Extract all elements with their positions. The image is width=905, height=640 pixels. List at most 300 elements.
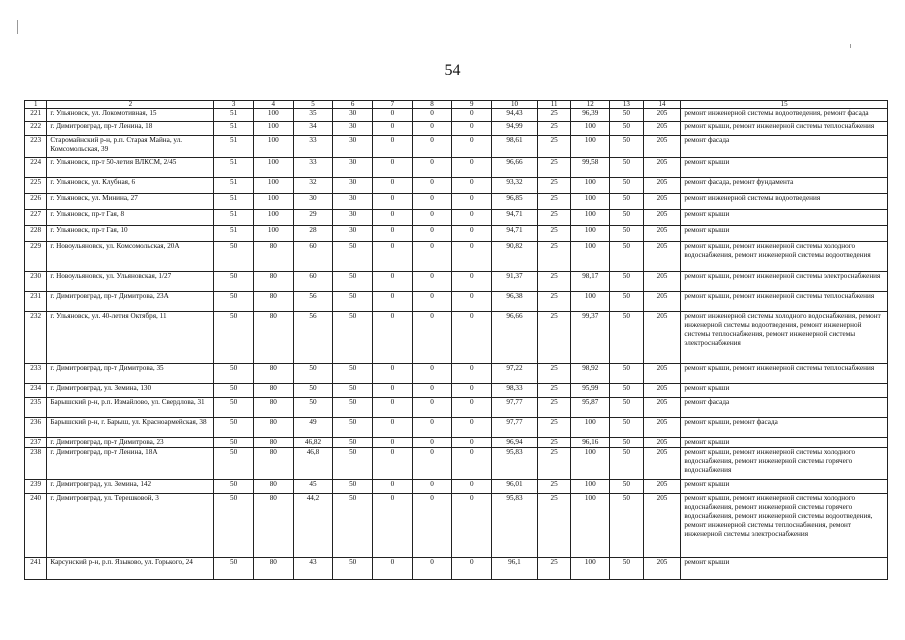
work-type-cell: ремонт крыши, ремонт инженерной системы холодного водоснабжения, ремонт инженерной системы горячего водоснабжения — [681, 448, 888, 480]
value-cell-3: 50 — [214, 398, 254, 418]
value-cell-4: 80 — [253, 384, 293, 398]
value-cell-3: 50 — [214, 384, 254, 398]
value-cell-10: 96,66 — [492, 312, 538, 364]
address-cell: г. Ульяновск, пр-т 50-летия ВЛКСМ, 2/45 — [47, 158, 214, 178]
value-cell-3: 51 — [214, 194, 254, 210]
value-cell-5: 28 — [293, 226, 333, 242]
address-cell: г. Димитровград, ул. Терешковой, 3 — [47, 494, 214, 558]
value-cell-7: 0 — [373, 418, 413, 438]
table-row — [25, 226, 888, 242]
work-type-cell: ремонт крыши — [681, 210, 888, 226]
page-number: 54 — [444, 62, 461, 79]
value-cell-7: 0 — [373, 158, 413, 178]
value-cell-13: 50 — [610, 558, 644, 580]
value-cell-5: 60 — [293, 272, 333, 292]
table-row — [25, 448, 888, 480]
value-cell-4: 80 — [253, 480, 293, 494]
value-cell-8: 0 — [412, 364, 452, 384]
value-cell-6: 50 — [333, 398, 373, 418]
value-cell-11: 25 — [537, 178, 571, 194]
value-cell-11: 25 — [537, 384, 571, 398]
value-cell-7: 0 — [373, 558, 413, 580]
row-number-cell: 226 — [25, 194, 47, 210]
value-cell-12: 95,99 — [571, 384, 610, 398]
address-cell: г. Димитровград, ул. Земина, 142 — [47, 480, 214, 494]
work-type-cell: ремонт крыши, ремонт инженерной системы теплоснабжения — [681, 292, 888, 312]
work-type-cell: ремонт крыши, ремонт инженерной системы холодного водоснабжения, ремонт инженерной системы горячего водоснабжения, ремонт инженерной системы водоотведения, ремонт инженерной системы теплоснабжения, ремонт инженерной системы электроснабжения — [681, 494, 888, 558]
value-cell-14: 205 — [643, 292, 681, 312]
column-number-13: 13 — [610, 101, 644, 109]
value-cell-13: 50 — [610, 364, 644, 384]
value-cell-7: 0 — [373, 398, 413, 418]
value-cell-12: 100 — [571, 558, 610, 580]
value-cell-13: 50 — [610, 158, 644, 178]
address-cell: г. Новоульяновск, ул. Ульяновская, 1/27 — [47, 272, 214, 292]
scan-mark-right — [850, 44, 851, 48]
row-number-cell: 227 — [25, 210, 47, 226]
value-cell-4: 100 — [253, 136, 293, 158]
value-cell-9: 0 — [452, 480, 492, 494]
data-table-wrapper — [24, 100, 888, 580]
value-cell-4: 80 — [253, 312, 293, 364]
value-cell-3: 51 — [214, 122, 254, 136]
value-cell-8: 0 — [412, 558, 452, 580]
column-number-8: 8 — [412, 101, 452, 109]
value-cell-6: 30 — [333, 122, 373, 136]
address-cell: г. Димитровград, пр-т Ленина, 18А — [47, 448, 214, 480]
address-cell: г. Ульяновск, пр-т Гая, 10 — [47, 226, 214, 242]
table-body — [25, 109, 888, 580]
value-cell-10: 96,1 — [492, 558, 538, 580]
value-cell-5: 29 — [293, 210, 333, 226]
value-cell-3: 50 — [214, 418, 254, 438]
value-cell-14: 205 — [643, 242, 681, 272]
value-cell-11: 25 — [537, 494, 571, 558]
table-row — [25, 194, 888, 210]
value-cell-12: 100 — [571, 448, 610, 480]
data-table — [24, 100, 888, 580]
value-cell-14: 205 — [643, 494, 681, 558]
value-cell-8: 0 — [412, 122, 452, 136]
value-cell-12: 100 — [571, 122, 610, 136]
column-number-14: 14 — [643, 101, 681, 109]
value-cell-14: 205 — [643, 438, 681, 448]
table-row — [25, 384, 888, 398]
row-number-cell: 234 — [25, 384, 47, 398]
value-cell-11: 25 — [537, 122, 571, 136]
value-cell-12: 99,58 — [571, 158, 610, 178]
value-cell-3: 50 — [214, 242, 254, 272]
table-row — [25, 480, 888, 494]
value-cell-4: 80 — [253, 494, 293, 558]
value-cell-9: 0 — [452, 136, 492, 158]
value-cell-13: 50 — [610, 210, 644, 226]
value-cell-4: 80 — [253, 418, 293, 438]
value-cell-6: 50 — [333, 438, 373, 448]
value-cell-6: 50 — [333, 418, 373, 438]
value-cell-7: 0 — [373, 242, 413, 272]
value-cell-10: 93,32 — [492, 178, 538, 194]
value-cell-9: 0 — [452, 272, 492, 292]
value-cell-12: 100 — [571, 178, 610, 194]
work-type-cell: ремонт крыши — [681, 480, 888, 494]
work-type-cell: ремонт крыши, ремонт инженерной системы теплоснабжения — [681, 122, 888, 136]
work-type-cell: ремонт инженерной системы водоотведения — [681, 194, 888, 210]
value-cell-6: 30 — [333, 210, 373, 226]
value-cell-6: 50 — [333, 384, 373, 398]
table-row — [25, 210, 888, 226]
value-cell-7: 0 — [373, 272, 413, 292]
value-cell-14: 205 — [643, 398, 681, 418]
value-cell-3: 50 — [214, 292, 254, 312]
value-cell-3: 51 — [214, 178, 254, 194]
value-cell-8: 0 — [412, 158, 452, 178]
value-cell-4: 80 — [253, 364, 293, 384]
value-cell-5: 50 — [293, 384, 333, 398]
value-cell-8: 0 — [412, 418, 452, 438]
value-cell-11: 25 — [537, 194, 571, 210]
value-cell-13: 50 — [610, 136, 644, 158]
value-cell-11: 25 — [537, 312, 571, 364]
address-cell: г. Ульяновск, ул. Минина, 27 — [47, 194, 214, 210]
value-cell-3: 51 — [214, 158, 254, 178]
address-cell: Карсунский р-н, р.п. Языково, ул. Горького, 24 — [47, 558, 214, 580]
value-cell-11: 25 — [537, 272, 571, 292]
value-cell-6: 50 — [333, 292, 373, 312]
value-cell-10: 97,22 — [492, 364, 538, 384]
value-cell-14: 205 — [643, 122, 681, 136]
value-cell-14: 205 — [643, 178, 681, 194]
value-cell-6: 30 — [333, 178, 373, 194]
value-cell-6: 50 — [333, 242, 373, 272]
column-number-3: 3 — [214, 101, 254, 109]
value-cell-9: 0 — [452, 418, 492, 438]
value-cell-14: 205 — [643, 418, 681, 438]
value-cell-12: 100 — [571, 418, 610, 438]
table-row — [25, 242, 888, 272]
row-number-cell: 231 — [25, 292, 47, 312]
value-cell-4: 100 — [253, 194, 293, 210]
table-row — [25, 272, 888, 292]
address-cell: г. Димитровград, пр-т Ленина, 18 — [47, 122, 214, 136]
value-cell-9: 0 — [452, 226, 492, 242]
column-number-row — [25, 101, 888, 109]
table-row — [25, 364, 888, 384]
value-cell-13: 50 — [610, 272, 644, 292]
value-cell-3: 51 — [214, 210, 254, 226]
value-cell-4: 100 — [253, 210, 293, 226]
value-cell-11: 25 — [537, 292, 571, 312]
address-cell: г. Ульяновск, ул. Клубная, 6 — [47, 178, 214, 194]
value-cell-9: 0 — [452, 312, 492, 364]
address-cell: г. Ульяновск, пр-т Гая, 8 — [47, 210, 214, 226]
value-cell-5: 44,2 — [293, 494, 333, 558]
value-cell-7: 0 — [373, 178, 413, 194]
row-number-cell: 222 — [25, 122, 47, 136]
value-cell-12: 95,87 — [571, 398, 610, 418]
value-cell-7: 0 — [373, 136, 413, 158]
value-cell-10: 96,94 — [492, 438, 538, 448]
value-cell-5: 30 — [293, 194, 333, 210]
value-cell-14: 205 — [643, 194, 681, 210]
row-number-cell: 236 — [25, 418, 47, 438]
row-number-cell: 229 — [25, 242, 47, 272]
value-cell-5: 46,8 — [293, 448, 333, 480]
value-cell-13: 50 — [610, 448, 644, 480]
value-cell-7: 0 — [373, 292, 413, 312]
value-cell-4: 100 — [253, 226, 293, 242]
value-cell-14: 205 — [643, 312, 681, 364]
value-cell-9: 0 — [452, 384, 492, 398]
value-cell-13: 50 — [610, 438, 644, 448]
address-cell: г. Ульяновск, ул. 40-летия Октября, 11 — [47, 312, 214, 364]
value-cell-12: 100 — [571, 480, 610, 494]
value-cell-8: 0 — [412, 438, 452, 448]
value-cell-13: 50 — [610, 480, 644, 494]
value-cell-8: 0 — [412, 494, 452, 558]
value-cell-4: 80 — [253, 292, 293, 312]
value-cell-7: 0 — [373, 210, 413, 226]
value-cell-12: 96,39 — [571, 109, 610, 122]
value-cell-5: 33 — [293, 136, 333, 158]
column-number-11: 11 — [537, 101, 571, 109]
value-cell-11: 25 — [537, 158, 571, 178]
value-cell-12: 96,16 — [571, 438, 610, 448]
value-cell-6: 50 — [333, 494, 373, 558]
value-cell-7: 0 — [373, 109, 413, 122]
row-number-cell: 235 — [25, 398, 47, 418]
value-cell-9: 0 — [452, 194, 492, 210]
column-number-15: 15 — [681, 101, 888, 109]
value-cell-14: 205 — [643, 109, 681, 122]
value-cell-5: 50 — [293, 398, 333, 418]
table-row — [25, 438, 888, 448]
value-cell-7: 0 — [373, 384, 413, 398]
value-cell-13: 50 — [610, 226, 644, 242]
value-cell-11: 25 — [537, 418, 571, 438]
value-cell-7: 0 — [373, 194, 413, 210]
value-cell-11: 25 — [537, 242, 571, 272]
value-cell-11: 25 — [537, 558, 571, 580]
row-number-cell: 232 — [25, 312, 47, 364]
value-cell-13: 50 — [610, 398, 644, 418]
work-type-cell: ремонт фасада — [681, 136, 888, 158]
work-type-cell: ремонт инженерной системы холодного водоснабжения, ремонт инженерной системы водоотведения, ремонт инженерной системы теплоснабжения, ремонт инженерной системы электроснабжения — [681, 312, 888, 364]
table-row — [25, 122, 888, 136]
value-cell-14: 205 — [643, 272, 681, 292]
value-cell-9: 0 — [452, 364, 492, 384]
value-cell-3: 50 — [214, 438, 254, 448]
value-cell-4: 80 — [253, 448, 293, 480]
value-cell-6: 30 — [333, 158, 373, 178]
row-number-cell: 221 — [25, 109, 47, 122]
value-cell-11: 25 — [537, 364, 571, 384]
column-number-7: 7 — [373, 101, 413, 109]
work-type-cell: ремонт крыши, ремонт инженерной системы электроснабжения — [681, 272, 888, 292]
value-cell-3: 50 — [214, 448, 254, 480]
value-cell-5: 43 — [293, 558, 333, 580]
value-cell-10: 98,61 — [492, 136, 538, 158]
row-number-cell: 237 — [25, 438, 47, 448]
value-cell-9: 0 — [452, 109, 492, 122]
work-type-cell: ремонт крыши — [681, 384, 888, 398]
value-cell-7: 0 — [373, 312, 413, 364]
value-cell-9: 0 — [452, 178, 492, 194]
value-cell-12: 100 — [571, 292, 610, 312]
value-cell-11: 25 — [537, 448, 571, 480]
value-cell-6: 30 — [333, 194, 373, 210]
address-cell: г. Ульяновск, ул. Локомотивная, 15 — [47, 109, 214, 122]
value-cell-8: 0 — [412, 312, 452, 364]
value-cell-5: 56 — [293, 292, 333, 312]
row-number-cell: 228 — [25, 226, 47, 242]
value-cell-5: 56 — [293, 312, 333, 364]
value-cell-10: 96,01 — [492, 480, 538, 494]
value-cell-3: 50 — [214, 480, 254, 494]
value-cell-14: 205 — [643, 210, 681, 226]
value-cell-10: 94,43 — [492, 109, 538, 122]
value-cell-7: 0 — [373, 448, 413, 480]
value-cell-13: 50 — [610, 418, 644, 438]
row-number-cell: 239 — [25, 480, 47, 494]
value-cell-9: 0 — [452, 210, 492, 226]
value-cell-4: 100 — [253, 122, 293, 136]
value-cell-14: 205 — [643, 558, 681, 580]
value-cell-14: 205 — [643, 364, 681, 384]
value-cell-8: 0 — [412, 272, 452, 292]
work-type-cell: ремонт крыши — [681, 226, 888, 242]
value-cell-3: 50 — [214, 312, 254, 364]
value-cell-6: 30 — [333, 109, 373, 122]
value-cell-3: 50 — [214, 364, 254, 384]
value-cell-9: 0 — [452, 398, 492, 418]
column-number-10: 10 — [492, 101, 538, 109]
work-type-cell: ремонт крыши — [681, 438, 888, 448]
column-number-5: 5 — [293, 101, 333, 109]
value-cell-10: 96,38 — [492, 292, 538, 312]
value-cell-12: 100 — [571, 242, 610, 272]
value-cell-10: 96,85 — [492, 194, 538, 210]
value-cell-11: 25 — [537, 136, 571, 158]
row-number-cell: 230 — [25, 272, 47, 292]
value-cell-8: 0 — [412, 448, 452, 480]
value-cell-4: 80 — [253, 242, 293, 272]
value-cell-6: 50 — [333, 480, 373, 494]
value-cell-12: 98,17 — [571, 272, 610, 292]
column-number-9: 9 — [452, 101, 492, 109]
value-cell-13: 50 — [610, 292, 644, 312]
value-cell-8: 0 — [412, 226, 452, 242]
value-cell-9: 0 — [452, 242, 492, 272]
work-type-cell: ремонт крыши, ремонт инженерной системы теплоснабжения — [681, 364, 888, 384]
value-cell-10: 95,83 — [492, 494, 538, 558]
table-row — [25, 398, 888, 418]
value-cell-13: 50 — [610, 494, 644, 558]
row-number-cell: 241 — [25, 558, 47, 580]
value-cell-3: 51 — [214, 226, 254, 242]
work-type-cell: ремонт фасада — [681, 398, 888, 418]
value-cell-10: 90,82 — [492, 242, 538, 272]
table-row — [25, 158, 888, 178]
table-row — [25, 418, 888, 438]
value-cell-8: 0 — [412, 136, 452, 158]
value-cell-4: 80 — [253, 398, 293, 418]
work-type-cell: ремонт крыши — [681, 158, 888, 178]
table-row — [25, 136, 888, 158]
value-cell-4: 80 — [253, 272, 293, 292]
value-cell-3: 51 — [214, 109, 254, 122]
value-cell-4: 100 — [253, 178, 293, 194]
value-cell-10: 97,77 — [492, 418, 538, 438]
value-cell-4: 100 — [253, 158, 293, 178]
value-cell-4: 80 — [253, 438, 293, 448]
address-cell: г. Димитровград, пр-т Димитрова, 35 — [47, 364, 214, 384]
value-cell-10: 95,83 — [492, 448, 538, 480]
value-cell-10: 94,71 — [492, 210, 538, 226]
value-cell-12: 100 — [571, 136, 610, 158]
value-cell-9: 0 — [452, 122, 492, 136]
value-cell-13: 50 — [610, 384, 644, 398]
value-cell-11: 25 — [537, 109, 571, 122]
value-cell-10: 96,66 — [492, 158, 538, 178]
address-cell: г. Димитровград, пр-т Димитрова, 23А — [47, 292, 214, 312]
address-cell: Старомайнский р-н, р.п. Старая Майна, ул. Комсомольская, 39 — [47, 136, 214, 158]
value-cell-7: 0 — [373, 480, 413, 494]
value-cell-9: 0 — [452, 448, 492, 480]
value-cell-9: 0 — [452, 292, 492, 312]
value-cell-12: 100 — [571, 494, 610, 558]
value-cell-4: 100 — [253, 109, 293, 122]
value-cell-8: 0 — [412, 384, 452, 398]
row-number-cell: 224 — [25, 158, 47, 178]
value-cell-5: 50 — [293, 364, 333, 384]
work-type-cell: ремонт фасада, ремонт фундамента — [681, 178, 888, 194]
value-cell-13: 50 — [610, 312, 644, 364]
address-cell: Барышский р-н, р.п. Измайлово, ул. Свердлова, 31 — [47, 398, 214, 418]
value-cell-3: 50 — [214, 272, 254, 292]
value-cell-11: 25 — [537, 398, 571, 418]
value-cell-5: 46,82 — [293, 438, 333, 448]
value-cell-8: 0 — [412, 178, 452, 194]
value-cell-14: 205 — [643, 226, 681, 242]
value-cell-8: 0 — [412, 194, 452, 210]
column-number-2: 2 — [47, 101, 214, 109]
row-number-cell: 223 — [25, 136, 47, 158]
value-cell-14: 205 — [643, 448, 681, 480]
value-cell-11: 25 — [537, 210, 571, 226]
value-cell-6: 50 — [333, 558, 373, 580]
value-cell-4: 80 — [253, 558, 293, 580]
value-cell-14: 205 — [643, 158, 681, 178]
row-number-cell: 225 — [25, 178, 47, 194]
address-cell: г. Димитровград, ул. Земина, 130 — [47, 384, 214, 398]
scan-mark-left — [17, 20, 18, 34]
column-number-1: 1 — [25, 101, 47, 109]
table-row — [25, 292, 888, 312]
value-cell-13: 50 — [610, 122, 644, 136]
value-cell-5: 49 — [293, 418, 333, 438]
value-cell-11: 25 — [537, 438, 571, 448]
value-cell-12: 98,92 — [571, 364, 610, 384]
column-number-6: 6 — [333, 101, 373, 109]
work-type-cell: ремонт инженерной системы водоотведения, ремонт фасада — [681, 109, 888, 122]
table-row — [25, 109, 888, 122]
address-cell: г. Новоульяновск, ул. Комсомольская, 20А — [47, 242, 214, 272]
value-cell-14: 205 — [643, 480, 681, 494]
address-cell: Барышский р-н, г. Барыш, ул. Красноармейская, 38 — [47, 418, 214, 438]
value-cell-10: 94,71 — [492, 226, 538, 242]
value-cell-5: 33 — [293, 158, 333, 178]
